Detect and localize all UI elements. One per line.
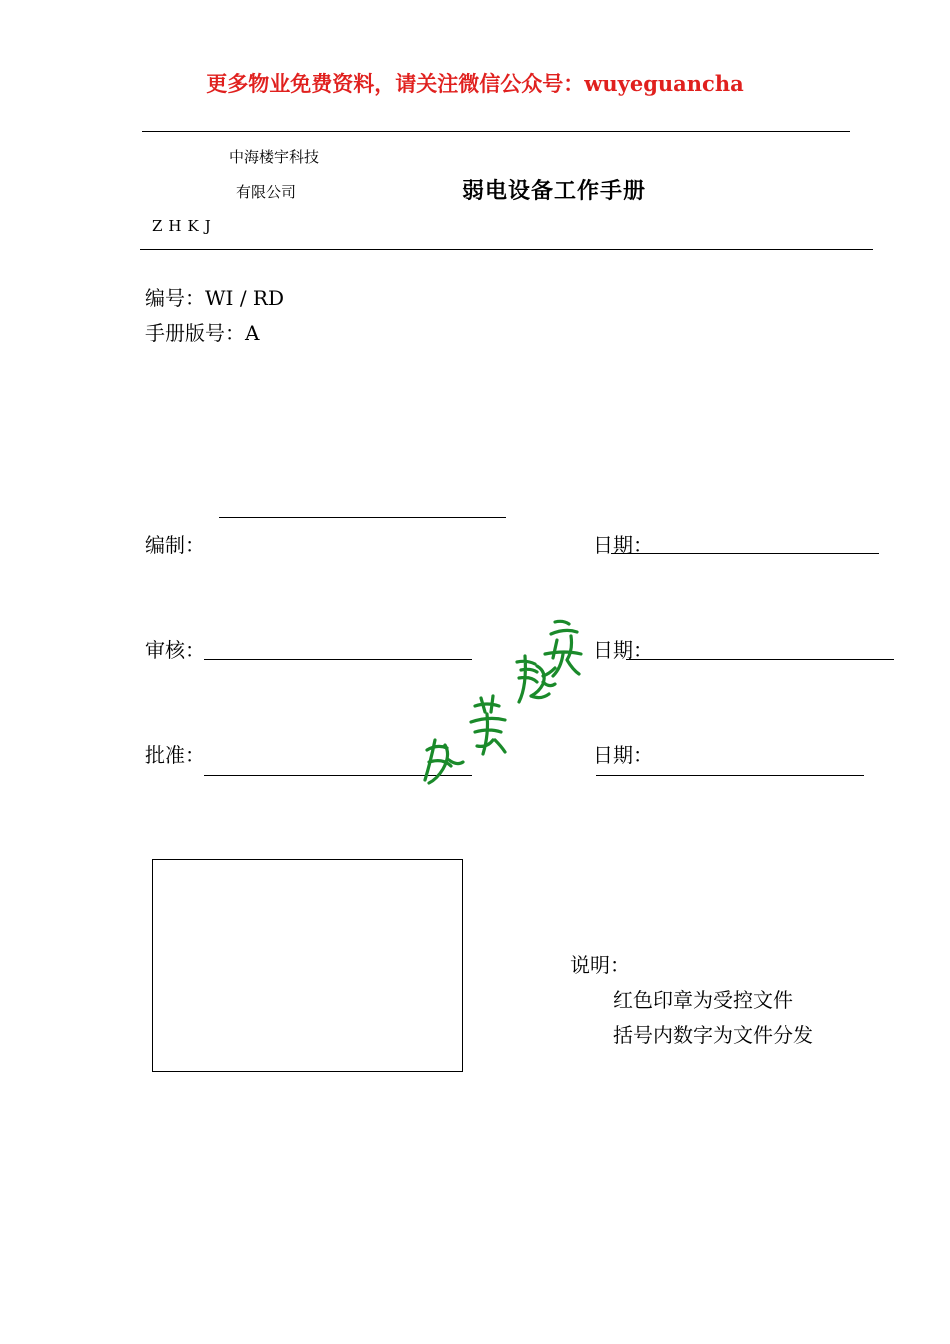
notes-line-1: 红色印章为受控文件 — [613, 988, 793, 1012]
reviewed-date-line — [626, 659, 894, 660]
notes-line-2: 括号内数字为文件分发 — [613, 1023, 813, 1047]
header-bottom-rule — [140, 249, 873, 250]
document-number: 编号：WI / RD — [145, 286, 285, 310]
notes-heading: 说明： — [570, 953, 630, 977]
header-top-rule — [142, 131, 850, 132]
controlled-stamp-box — [152, 859, 463, 1072]
company-name-line2: 有限公司 — [236, 183, 297, 201]
reviewed-label: 审核： — [145, 638, 205, 662]
approved-date-label: 日期： — [593, 743, 653, 767]
watermark-calligraphy — [405, 610, 595, 800]
prepared-signature-line — [219, 517, 506, 518]
approved-label: 批准： — [145, 743, 205, 767]
prepared-date-label: 日期： — [593, 533, 653, 557]
prepared-date-line — [611, 553, 879, 554]
promo-banner: 更多物业免费资料，请关注微信公众号：wuyeguancha — [206, 71, 744, 96]
company-code: ZHKJ — [152, 217, 217, 235]
prepared-label: 编制： — [145, 533, 205, 557]
company-name-line1: 中海楼宇科技 — [229, 148, 320, 166]
watermark-svg — [405, 610, 595, 800]
manual-version: 手册版号：A — [145, 321, 260, 345]
approved-date-line — [596, 775, 864, 776]
reviewed-date-label: 日期： — [593, 638, 653, 662]
document-title: 弱电设备工作手册 — [462, 178, 647, 204]
